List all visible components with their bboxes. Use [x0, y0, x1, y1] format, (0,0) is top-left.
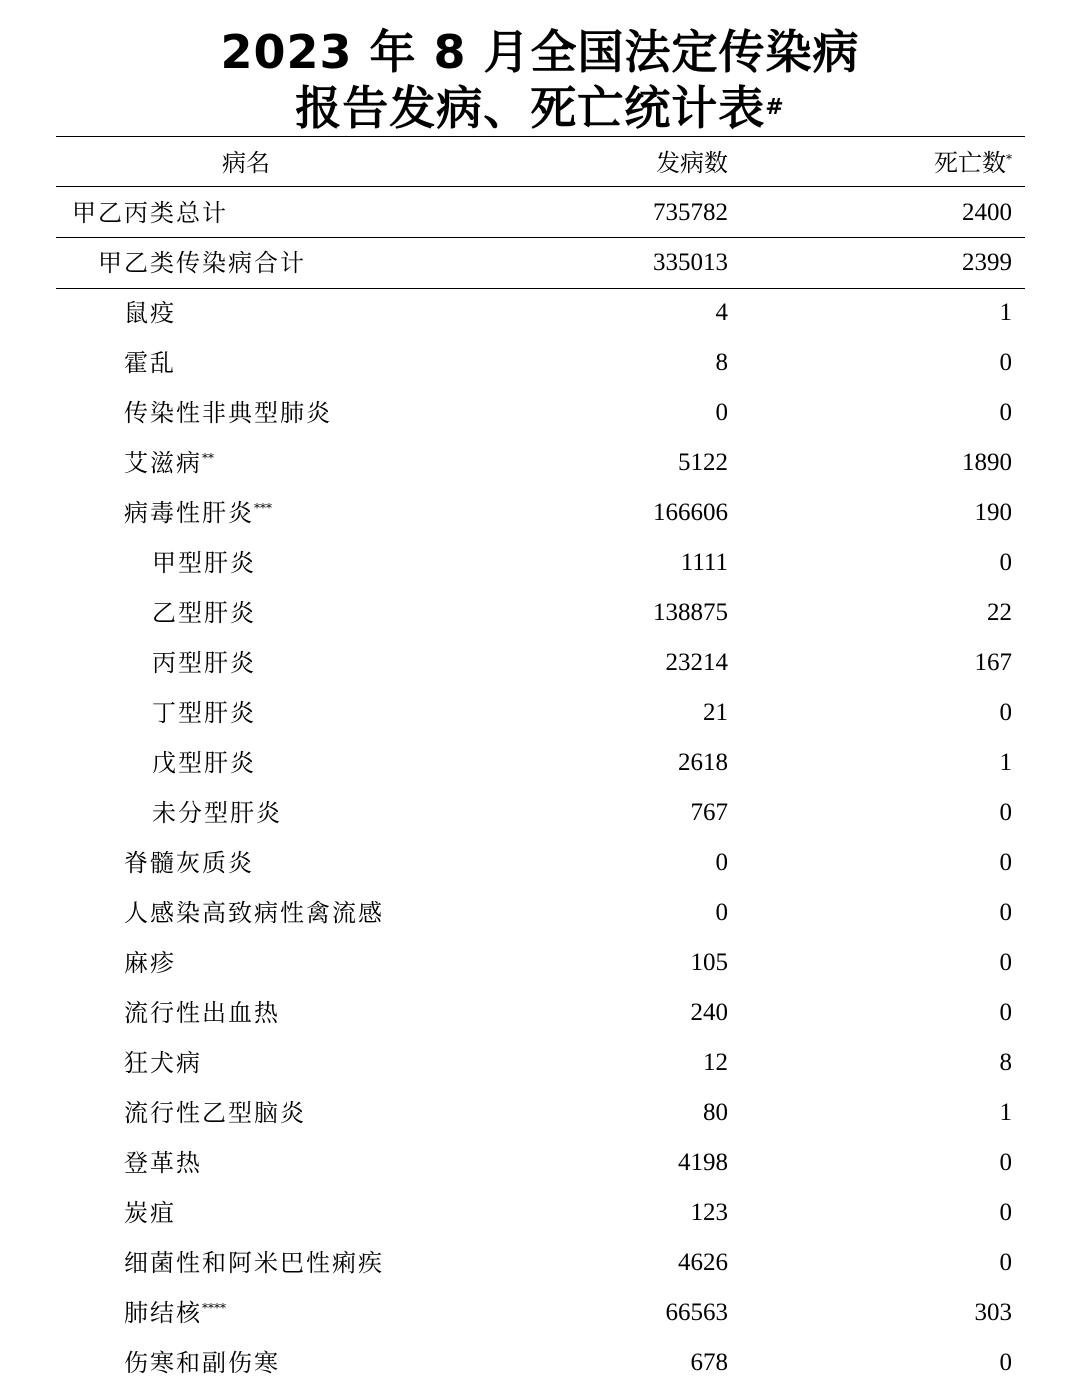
- cases-value: 105: [690, 949, 728, 976]
- footnote-mark: ****: [202, 1301, 226, 1315]
- disease-name: [124, 388, 332, 438]
- deaths-value: 0: [999, 949, 1012, 976]
- disease-name-text: 肺结核: [124, 1299, 202, 1327]
- cases-value: 767: [690, 799, 728, 826]
- table-row: [56, 1038, 1025, 1088]
- column-header-name: 病名: [222, 149, 270, 177]
- deaths-value: 0: [999, 549, 1012, 576]
- footnote-mark: *: [1006, 152, 1012, 166]
- page-title: 2023 年 8 月全国法定传染病: [220, 25, 860, 79]
- deaths-value: 0: [999, 849, 1012, 876]
- cases-value: 66563: [665, 1299, 728, 1326]
- disease-name: [124, 1088, 306, 1138]
- disease-name: [124, 838, 254, 888]
- table-row: [56, 938, 1025, 988]
- cases-value: 0: [715, 849, 728, 876]
- deaths-value: 303: [974, 1299, 1012, 1326]
- disease-name-text: 细菌性和阿米巴性痢疾: [124, 1249, 384, 1277]
- disease-name-text: 鼠疫: [124, 299, 176, 327]
- table-row: [56, 888, 1025, 938]
- column-header-deaths: [740, 140, 1012, 186]
- column-header-cases: 发病数: [656, 149, 728, 177]
- deaths-value: 167: [974, 649, 1012, 676]
- deaths-value: 2400: [962, 199, 1012, 226]
- disease-name: [152, 588, 256, 638]
- disease-name: [152, 688, 256, 738]
- deaths-value: 1: [999, 299, 1012, 326]
- disease-name-text: 登革热: [124, 1149, 202, 1177]
- cases-value: 4: [715, 299, 728, 326]
- deaths-value: 0: [999, 349, 1012, 376]
- deaths-value: 0: [999, 999, 1012, 1026]
- cases-value: 166606: [653, 499, 728, 526]
- disease-name: [72, 188, 228, 238]
- table-row: [56, 338, 1025, 388]
- disease-name-text: 麻疹: [124, 949, 176, 977]
- footnote-mark: ***: [254, 501, 272, 515]
- disease-name: [124, 988, 280, 1038]
- page-subtitle-text: 报告发病、死亡统计表: [295, 81, 766, 135]
- deaths-value: 0: [999, 1349, 1012, 1376]
- cases-value: 335013: [653, 249, 728, 276]
- table-row: [56, 738, 1025, 788]
- cases-value: 123: [690, 1199, 728, 1226]
- disease-name-text: 丙型肝炎: [152, 649, 256, 677]
- disease-name-text: 甲乙类传染病合计: [98, 249, 306, 277]
- cases-value: 2618: [678, 749, 728, 776]
- cases-value: 678: [690, 1349, 728, 1376]
- table-row: [56, 488, 1025, 538]
- disease-name-text: 人感染高致病性禽流感: [124, 899, 384, 927]
- table-row: [56, 1238, 1025, 1288]
- table-row: [56, 988, 1025, 1038]
- deaths-value: 0: [999, 699, 1012, 726]
- disease-name: [124, 1138, 202, 1188]
- table-row: [56, 1188, 1025, 1238]
- disease-name-text: 戊型肝炎: [152, 749, 256, 777]
- cases-value: 4198: [678, 1149, 728, 1176]
- disease-name-text: 甲乙丙类总计: [72, 199, 228, 227]
- cases-value: 5122: [678, 449, 728, 476]
- deaths-value: 0: [999, 1149, 1012, 1176]
- table-row: [56, 538, 1025, 588]
- table-row: [56, 838, 1025, 888]
- deaths-value: 8: [999, 1049, 1012, 1076]
- deaths-value: 0: [999, 399, 1012, 426]
- disease-name-text: 脊髓灰质炎: [124, 849, 254, 877]
- deaths-value: 0: [999, 899, 1012, 926]
- footnote-mark: **: [202, 451, 214, 465]
- table-row: [56, 288, 1025, 338]
- cases-value: 0: [715, 399, 728, 426]
- disease-name-text: 伤寒和副伤寒: [124, 1349, 280, 1377]
- column-header-deaths-text: 死亡数: [934, 149, 1006, 177]
- disease-name-text: 流行性出血热: [124, 999, 280, 1027]
- disease-name: [124, 888, 384, 938]
- disease-name: [124, 288, 176, 338]
- disease-name: [124, 488, 272, 542]
- disease-name-text: 乙型肝炎: [152, 599, 256, 627]
- disease-name-text: 流行性乙型脑炎: [124, 1099, 306, 1127]
- disease-name-text: 艾滋病: [124, 449, 202, 477]
- cases-value: 735782: [653, 199, 728, 226]
- cases-value: 240: [690, 999, 728, 1026]
- cases-value: 8: [715, 349, 728, 376]
- disease-name: [152, 638, 256, 688]
- cases-value: 21: [703, 699, 728, 726]
- table-row: [56, 1088, 1025, 1138]
- disease-name-text: 甲型肝炎: [152, 549, 256, 577]
- disease-name-text: 丁型肝炎: [152, 699, 256, 727]
- cases-value: 0: [715, 899, 728, 926]
- deaths-value: 190: [974, 499, 1012, 526]
- table-row: [56, 438, 1025, 488]
- disease-name: [124, 938, 176, 988]
- cases-value: 138875: [653, 599, 728, 626]
- cases-value: 80: [703, 1099, 728, 1126]
- cases-value: 4626: [678, 1249, 728, 1276]
- deaths-value: 1890: [962, 449, 1012, 476]
- disease-name: [124, 1288, 226, 1342]
- cases-value: 1111: [680, 549, 728, 576]
- table-row: [56, 588, 1025, 638]
- deaths-value: 1: [999, 749, 1012, 776]
- page-subtitle: [0, 82, 1080, 144]
- disease-name: [124, 438, 214, 492]
- table-row: [56, 638, 1025, 688]
- disease-name: [98, 238, 306, 288]
- disease-name: [124, 1038, 202, 1088]
- header-rule: [56, 186, 1025, 187]
- cases-value: 12: [703, 1049, 728, 1076]
- disease-name: [152, 788, 282, 838]
- deaths-value: 0: [999, 799, 1012, 826]
- table-row: [56, 238, 1025, 288]
- disease-name: [124, 1338, 280, 1388]
- disease-name-text: 未分型肝炎: [152, 799, 282, 827]
- disease-name-text: 传染性非典型肺炎: [124, 399, 332, 427]
- table-row: [56, 188, 1025, 238]
- deaths-value: 0: [999, 1199, 1012, 1226]
- table-row: [56, 688, 1025, 738]
- deaths-value: 0: [999, 1249, 1012, 1276]
- deaths-value: 1: [999, 1099, 1012, 1126]
- table-top-rule: [56, 136, 1025, 137]
- disease-name: [124, 338, 176, 388]
- table-row: [56, 1288, 1025, 1338]
- deaths-value: 2399: [962, 249, 1012, 276]
- disease-name-text: 病毒性肝炎: [124, 499, 254, 527]
- cases-value: 23214: [665, 649, 728, 676]
- table-row: [56, 1138, 1025, 1188]
- disease-name-text: 狂犬病: [124, 1049, 202, 1077]
- table-row: [56, 388, 1025, 438]
- footnote-mark: #: [765, 95, 785, 120]
- table-row: [56, 788, 1025, 838]
- disease-name: [124, 1238, 384, 1288]
- disease-name: [152, 538, 256, 588]
- disease-name: [152, 738, 256, 788]
- disease-name: [124, 1188, 176, 1238]
- disease-name-text: 炭疽: [124, 1199, 176, 1227]
- deaths-value: 22: [987, 599, 1012, 626]
- disease-name-text: 霍乱: [124, 349, 176, 377]
- table-row: [56, 1338, 1025, 1388]
